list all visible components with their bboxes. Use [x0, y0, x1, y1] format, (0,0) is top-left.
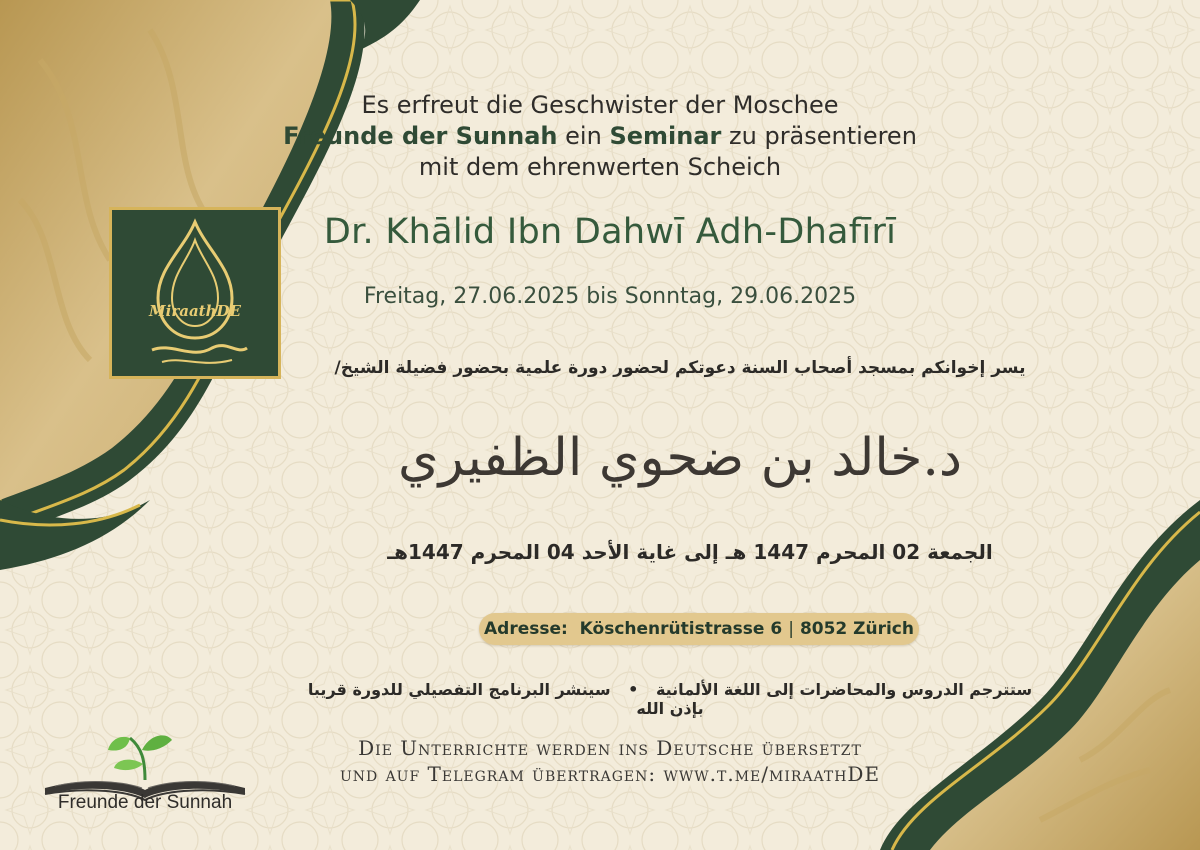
mosque-name: Freunde der Sunnah	[283, 122, 558, 150]
intro-line-2	[0, 121, 1200, 151]
event-type: Seminar	[609, 122, 722, 150]
address-city: 8052 Zürich	[799, 619, 914, 639]
event-dates-arabic: الجمعة 02 المحرم 1447 هـ إلى غاية الأحد 04 المحرم 1447هـ	[387, 540, 993, 564]
intro-text-present: zu präsentieren	[729, 122, 917, 150]
arabic-notes	[290, 680, 1050, 718]
address-separator: |	[788, 619, 794, 639]
miraath-logo-icon	[112, 210, 278, 376]
arabic-note-translation: ستترجم الدروس والمحاضرات إلى اللغة الألمانية	[655, 680, 1033, 699]
arabic-note-separator: •	[628, 680, 639, 699]
miraath-logo-text: MiraathDE	[149, 302, 241, 320]
address-label: Adresse:	[484, 619, 568, 639]
miraath-logo	[109, 207, 281, 379]
speaker-name-arabic: د.خالد بن ضحوي الظفيري	[397, 428, 963, 488]
footer-german-line-2: und auf Telegram übertragen: www.t.me/miraathDE	[339, 762, 881, 786]
speaker-name-german: Dr. Khālid Ibn Dahwī Adh-Dhafīrī	[323, 212, 897, 252]
address-street: Köschenrütistrasse 6	[579, 619, 783, 639]
intro-text-ein: ein	[565, 122, 602, 150]
intro-line-1: Es erfreut die Geschwister der Moschee	[361, 91, 839, 119]
event-dates-german: Freitag, 27.06.2025 bis Sonntag, 29.06.2025	[363, 284, 857, 309]
arabic-invitation: يسر إخوانكم بمسجد أصحاب السنة دعوتكم لحضور دورة علمية بحضور فضيلة الشيخ/	[334, 358, 1026, 378]
address-badge	[479, 613, 919, 645]
footer-german-line-1: Die Unterrichte werden ins Deutsche übersetzt	[358, 736, 862, 760]
freunde-der-sunnah-logo-text: Freunde der Sunnah	[57, 792, 233, 813]
intro-line-3: mit dem ehrenwerten Scheich	[418, 153, 782, 181]
arabic-note-program: سينشر البرنامج التفصيلي للدورة قريبا بإذن الله	[307, 680, 704, 718]
